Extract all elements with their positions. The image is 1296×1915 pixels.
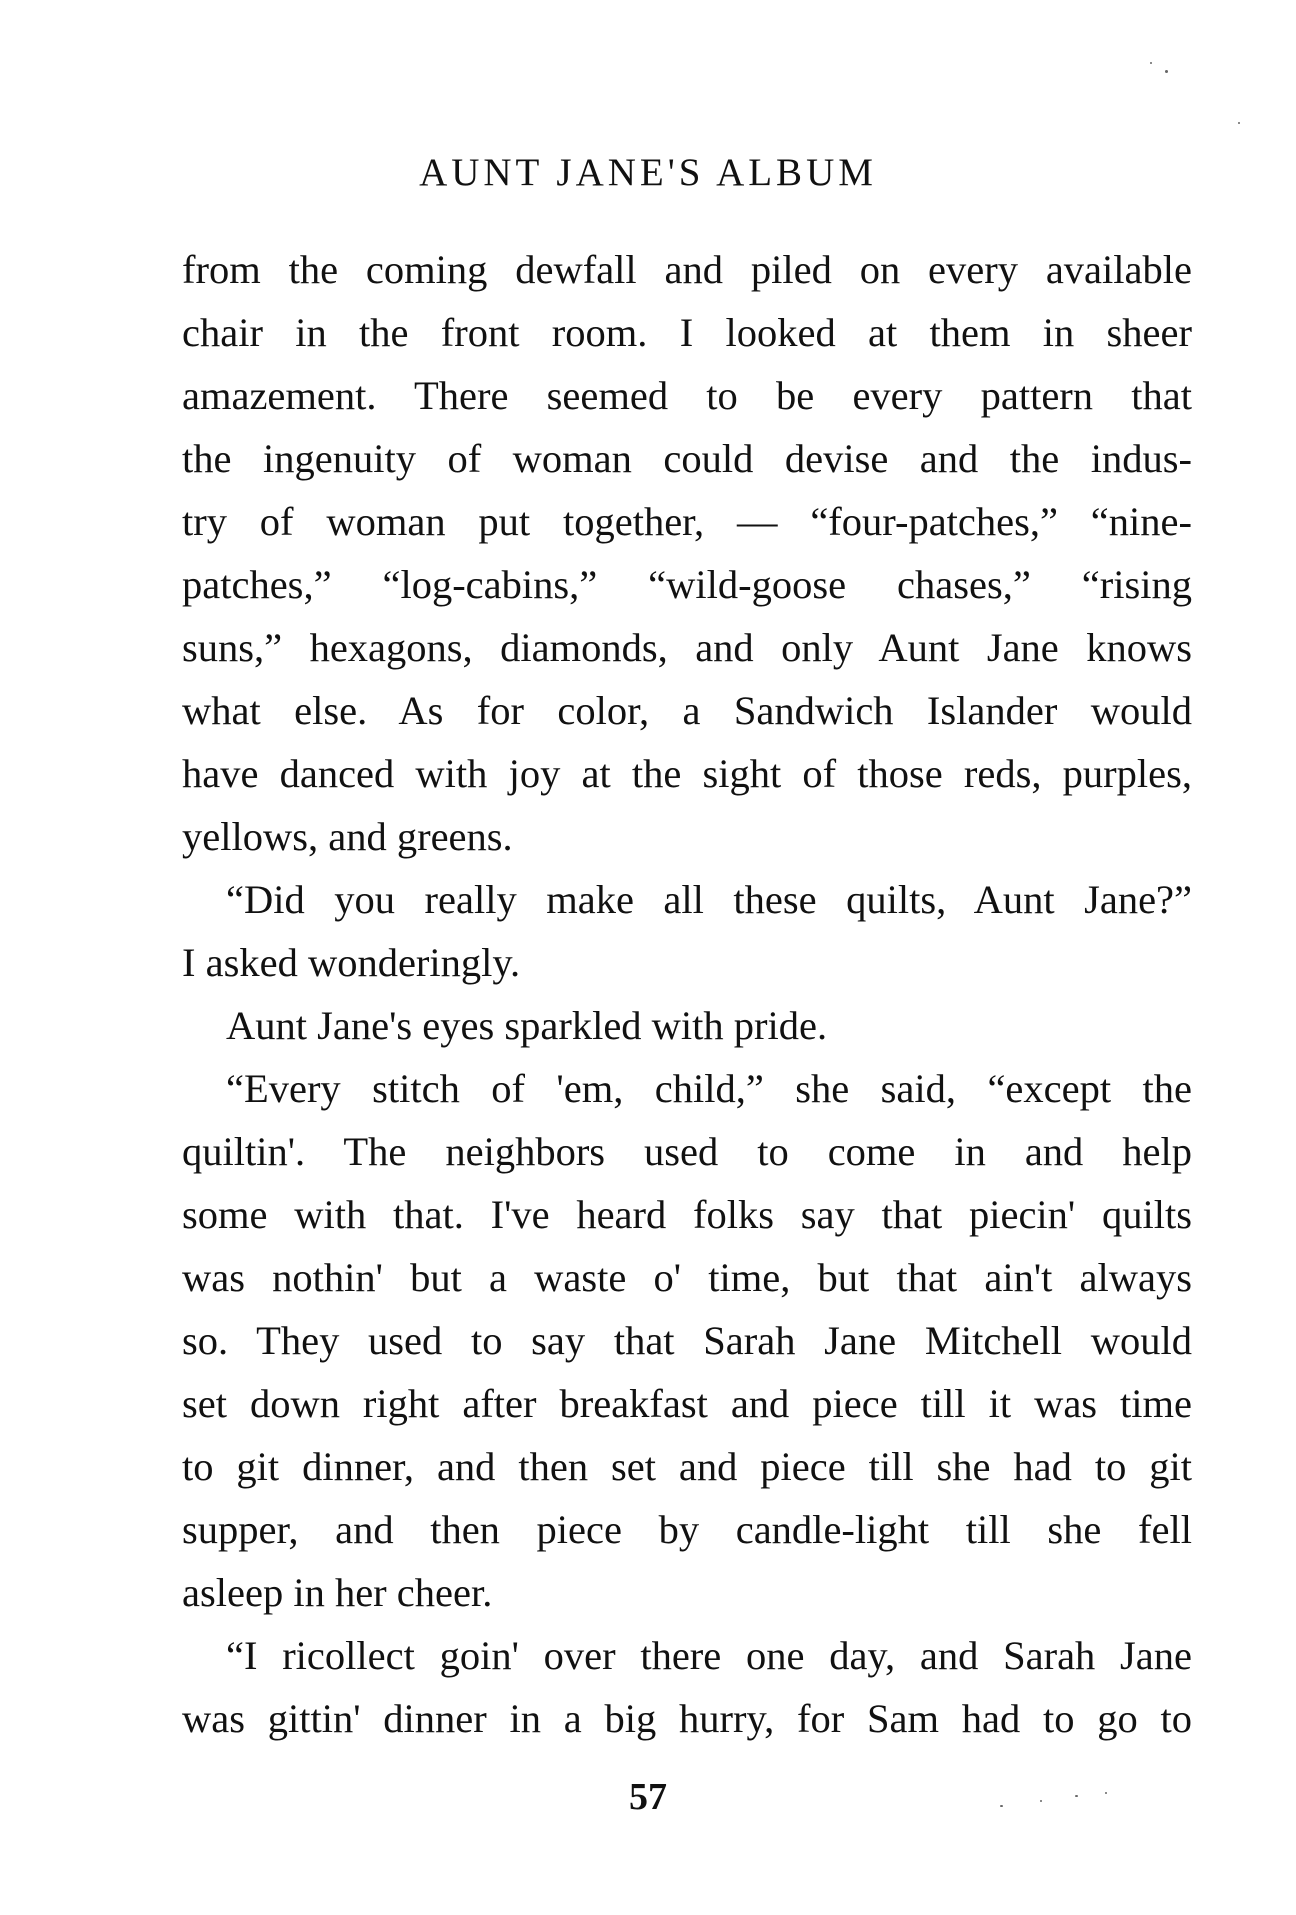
text-line: what else. As for color, a Sandwich Islander would bbox=[182, 688, 1192, 733]
text-line: asleep in her cheer. bbox=[182, 1570, 493, 1615]
text-line: so. They used to say that Sarah Jane Mitchell would bbox=[182, 1318, 1192, 1363]
text-line: Aunt Jane's eyes sparkled with pride. bbox=[226, 1003, 828, 1048]
scan-speck bbox=[1075, 1795, 1078, 1797]
text-line: try of woman put together, — “four-patches,” “nine- bbox=[182, 499, 1192, 544]
text-line: amazement. There seemed to be every pattern that bbox=[182, 373, 1192, 418]
scan-speck bbox=[1040, 1800, 1042, 1802]
scan-speck bbox=[1105, 1792, 1107, 1794]
text-line: supper, and then piece by candle-light till she fell bbox=[182, 1507, 1192, 1552]
text-line: the ingenuity of woman could devise and the indus- bbox=[182, 436, 1192, 481]
running-head: AUNT JANE'S ALBUM bbox=[419, 151, 877, 194]
text-line: was gittin' dinner in a big hurry, for Sam had to go to bbox=[182, 1696, 1192, 1741]
text-line: I asked wonderingly. bbox=[182, 940, 521, 985]
text-line: suns,” hexagons, diamonds, and only Aunt Jane knows bbox=[182, 625, 1192, 670]
text-line: yellows, and greens. bbox=[182, 814, 513, 859]
text-line: to git dinner, and then set and piece till she had to git bbox=[182, 1444, 1192, 1489]
scan-speck bbox=[1000, 1805, 1003, 1807]
text-line: patches,” “log-cabins,” “wild-goose chases,” “rising bbox=[182, 562, 1192, 607]
text-line: from the coming dewfall and piled on every available bbox=[182, 247, 1192, 292]
text-line: set down right after breakfast and piece till it was time bbox=[182, 1381, 1192, 1426]
text-line: quiltin'. The neighbors used to come in and help bbox=[182, 1129, 1192, 1174]
text-line: have danced with joy at the sight of those reds, purples, bbox=[182, 751, 1192, 796]
text-line: was nothin' but a waste o' time, but that ain't always bbox=[182, 1255, 1192, 1300]
scan-speck bbox=[1150, 62, 1152, 64]
text-line: some with that. I've heard folks say that piecin' quilts bbox=[182, 1192, 1192, 1237]
text-line: “Did you really make all these quilts, Aunt Jane?” bbox=[226, 877, 1192, 922]
text-line: “I ricollect goin' over there one day, and Sarah Jane bbox=[226, 1633, 1192, 1678]
scan-speck bbox=[1238, 122, 1240, 124]
page-number: 57 bbox=[629, 1776, 667, 1818]
body-text bbox=[182, 238, 1192, 1750]
scan-speck bbox=[1165, 70, 1168, 73]
text-line: chair in the front room. I looked at them in sheer bbox=[182, 310, 1192, 355]
text-line: “Every stitch of 'em, child,” she said, “except the bbox=[226, 1066, 1192, 1111]
